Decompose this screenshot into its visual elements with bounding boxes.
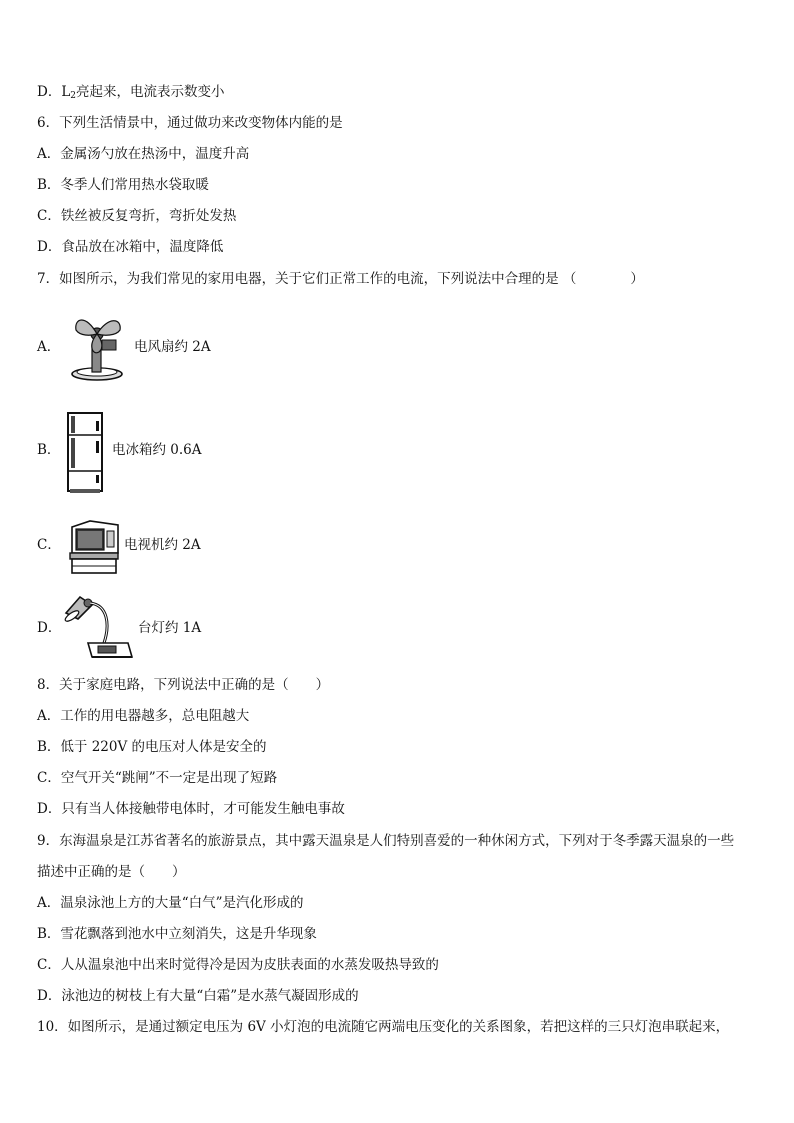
q7-option-b-letter: B． <box>37 442 61 458</box>
television-icon <box>68 519 120 575</box>
q9-stem-line1: 9．东海温泉是江苏省著名的旅游景点，其中露天温泉是人们特别喜爱的一种休闲方式，下列对于冬季露天温泉的一些 <box>37 833 735 849</box>
refrigerator-icon <box>66 411 106 495</box>
q6-option-a: A．金属汤勺放在热汤中，温度升高 <box>37 146 250 162</box>
q7-option-a-text: 电风扇约 2A <box>134 339 211 355</box>
q9-option-c: C．人从温泉池中出来时觉得冷是因为皮肤表面的水蒸发吸热导致的 <box>37 957 439 973</box>
q6-option-c: C．铁丝被反复弯折，弯折处发热 <box>37 208 237 224</box>
q9-option-b: B．雪花飘落到池水中立刻消失，这是升华现象 <box>37 926 317 942</box>
q8-stem: 8．关于家庭电路，下列说法中正确的是（ ） <box>37 677 330 693</box>
q6-stem: 6．下列生活情景中，通过做功来改变物体内能的是 <box>37 115 343 131</box>
q8-option-c: C．空气开关“跳闸”不一定是出现了短路 <box>37 770 278 786</box>
q8-option-d: D．只有当人体接触带电体时，才可能发生触电事故 <box>37 801 345 817</box>
q9-option-a: A．温泉泳池上方的大量“白气”是汽化形成的 <box>37 895 304 911</box>
desk-lamp-icon <box>62 591 134 663</box>
q6-option-d: D．食品放在冰箱中，温度降低 <box>37 239 224 255</box>
q6-option-b: B．冬季人们常用热水袋取暖 <box>37 177 209 193</box>
q7-option-a-letter: A． <box>37 339 61 355</box>
q7-option-c-text: 电视机约 2A <box>124 537 201 553</box>
q9-option-d: D．泳池边的树枝上有大量“白霜”是水蒸气凝固形成的 <box>37 988 359 1004</box>
q7-option-d-letter: D． <box>37 620 62 636</box>
q7-option-c-letter: C． <box>37 537 61 553</box>
electric-fan-icon <box>68 308 126 382</box>
q10-stem-line1: 10．如图所示，是通过额定电压为 6V 小灯泡的电流随它两端电压变化的关系图象，若把这样的三只灯泡串联起来， <box>37 1019 730 1035</box>
q7-option-d-text: 台灯约 1A <box>138 620 202 636</box>
q7-stem: 7．如图所示，为我们常见的家用电器，关于它们正常工作的电流，下列说法中合理的是 （ ） <box>37 271 644 287</box>
q8-option-b: B．低于 220V 的电压对人体是安全的 <box>37 739 267 755</box>
subscript-2: 2 <box>70 91 77 101</box>
q9-stem-line2: 描述中正确的是（ ） <box>37 864 186 880</box>
q7-option-b-text: 电冰箱约 0.6A <box>112 442 202 458</box>
q5-option-d: D．$L_2$亮起来，电流表示数变小 <box>37 84 225 101</box>
q8-option-a: A．工作的用电器越多，总电阻越大 <box>37 708 250 724</box>
